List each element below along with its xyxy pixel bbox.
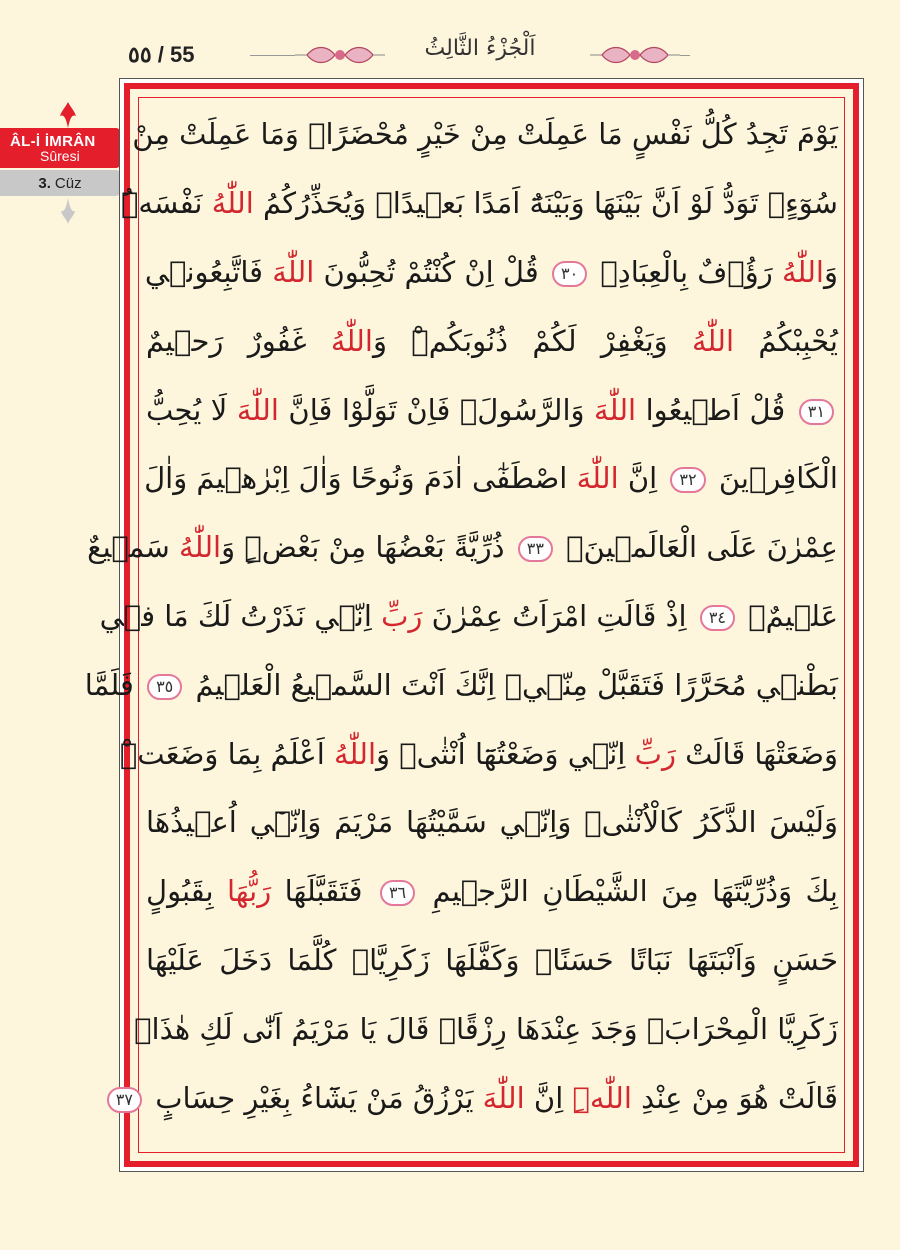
floral-ornament-icon — [295, 43, 385, 67]
verse-text: وَضَعَتْهَا قَالَتْ — [675, 736, 838, 771]
verse-text: رَؤُ۫فٌ بِالْعِبَادِ۟ — [591, 254, 782, 289]
divine-name-text: اللّٰهُ — [179, 530, 222, 565]
text-line — [146, 788, 838, 857]
divine-name-text: اللّٰهِۜ — [572, 1080, 632, 1115]
sura-subtitle: Sûresi — [40, 148, 80, 164]
verse-text: بِكَ وَذُرِّيَّتَهَا مِنَ الشَّيْطَانِ الرَّج۪يمِ — [419, 874, 839, 909]
divine-name-text: اللّٰهَ — [236, 392, 279, 427]
text-line — [132, 100, 838, 169]
verse-text: اِنّ۪ي وَضَعْتُهَٓا اُنْثٰىۜ وَ — [376, 736, 635, 771]
divine-name-text: اللّٰهُ — [211, 186, 254, 221]
verse-text: حَسَنٍ وَاَنْبَتَهَا نَبَاتًا حَسَنًاۙ وَكَفَّلَهَا زَكَرِيَّاۜ كُلَّمَا دَخَلَ عَلَيْهَا — [146, 942, 838, 977]
fleur-ornament-icon — [60, 196, 76, 224]
sura-name-box — [0, 128, 120, 168]
divine-name-text: اللّٰهُ — [691, 323, 735, 358]
text-line-content — [146, 255, 838, 289]
verse-text: قُلْ اِنْ كُنْتُمْ تُحِبُّونَ — [314, 254, 548, 289]
verse-text: اَعْلَمُ بِمَا وَضَعَتْۜ — [119, 736, 334, 771]
page-header — [0, 0, 900, 80]
divine-name-text: اللّٰهَ — [272, 254, 315, 289]
divine-name-text: اللّٰهُ — [781, 254, 824, 289]
verse-text: نَفْسَهُۜ — [120, 186, 212, 221]
verse-text: الْكَافِر۪ينَ — [709, 461, 838, 496]
verse-text: فَاتَّبِعُون۪ي — [144, 254, 273, 289]
text-line — [99, 582, 838, 651]
header-rule-left — [250, 55, 295, 56]
text-line — [134, 994, 838, 1063]
verse-text: سَم۪يعٌ — [87, 530, 180, 565]
text-line — [120, 169, 838, 238]
text-block — [84, 100, 839, 1132]
text-line — [146, 375, 838, 444]
sura-badge — [0, 128, 120, 196]
verse-end-marker-icon: ٣٥ — [147, 674, 182, 700]
verse-text: اِذْ قَالَتِ امْرَاَتُ عِمْرٰنَ — [422, 598, 696, 633]
verse-text: بِقَبُولٍ — [146, 874, 227, 909]
text-line — [87, 513, 838, 582]
verse-text: فَلَمَّا — [84, 667, 144, 702]
verse-text: عِمْرٰنَ عَلَى الْعَالَم۪ينَۙ — [556, 530, 838, 565]
verse-text: وَ — [823, 254, 838, 289]
verse-text: اِنَّ — [524, 1080, 573, 1115]
verse-text: اِنّ۪ي نَذَرْتُ لَكَ مَا ف۪ي — [99, 598, 382, 633]
verse-text: اصْطَفٰٓى اٰدَمَ وَنُوحًا وَاٰلَ اِبْرٰه۪يمَ وَاٰلَ — [144, 461, 577, 496]
sura-name: ÂL-İ İMRÂN — [10, 133, 96, 150]
text-line — [146, 857, 838, 926]
text-line-content — [115, 1080, 838, 1115]
divine-name-text: رَبِّ — [381, 598, 423, 633]
verse-text: قُلْ اَط۪يعُوا — [636, 392, 795, 427]
divine-name-text: اللّٰهَ — [482, 1080, 525, 1115]
verse-end-marker-icon: ٣٣ — [518, 536, 553, 562]
text-line-content — [146, 874, 838, 908]
verse-text: فَتَقَبَّلَهَا — [271, 874, 376, 909]
verse-text: سُوٓءٍۚ تَوَدُّ لَوْ اَنَّ بَيْنَهَا وَبَيْنَهُٓ اَمَدًا بَع۪يدًاۜ وَيُحَذِّرُكُمُ — [253, 186, 838, 221]
verse-text: وَيَغْفِرْ لَكُمْ ذُنُوبَكُمْۜ وَ — [372, 323, 692, 358]
text-line-content — [99, 598, 838, 633]
verse-text: يَوْمَ تَجِدُ كُلُّ نَفْسٍ مَا عَمِلَتْ مِنْ خَيْرٍ مُحْضَرًاۚ وَمَا عَمِلَتْ مِنْ — [132, 117, 838, 152]
text-line-content — [87, 530, 838, 565]
verse-text: غَفُورٌ رَح۪يمٌ — [146, 323, 331, 358]
verse-text: يُحْبِبْكُمُ — [734, 323, 838, 358]
text-line-content — [146, 393, 838, 427]
text-line — [84, 650, 838, 719]
juz-box — [0, 170, 120, 196]
juz-label: Cüz — [54, 174, 82, 192]
text-line-content — [120, 186, 838, 221]
juz-number: 3. — [38, 174, 51, 192]
header-rule-right — [680, 55, 690, 56]
verse-text: وَالرَّسُولَۚ فَاِنْ تَوَلَّوْا فَاِنَّ — [278, 392, 595, 427]
divine-name-text: رَبُّهَا — [226, 874, 272, 909]
page-number: ٥٥ / 55 — [128, 42, 195, 67]
text-line — [146, 306, 838, 375]
text-line-content — [132, 117, 838, 152]
text-line-content — [146, 461, 838, 495]
text-line-content — [119, 736, 838, 771]
verse-end-marker-icon: ٣١ — [799, 399, 834, 425]
fleur-ornament-icon — [58, 102, 78, 130]
verse-end-marker-icon: ٣٠ — [552, 261, 587, 287]
verse-text: يَرْزُقُ مَنْ يَشَٓاءُ بِغَيْرِ حِسَابٍ — [145, 1080, 483, 1115]
text-line-content — [134, 1011, 838, 1046]
text-line — [115, 1063, 838, 1132]
verse-end-marker-icon: ٣٢ — [670, 467, 705, 493]
floral-ornament-icon — [590, 43, 680, 67]
divine-name-text: اللّٰهَ — [594, 392, 637, 427]
text-line — [146, 926, 838, 995]
verse-text: لَا يُحِبُّ — [146, 392, 237, 427]
divine-name-text: رَبِّ — [634, 736, 676, 771]
text-line-content — [84, 667, 838, 702]
verse-text: بَطْن۪ي مُحَرَّرًا فَتَقَبَّلْ مِنّ۪يۚ اِنَّكَ اَنْتَ السَّم۪يعُ الْعَل۪يمُ — [186, 667, 838, 702]
verse-text: عَل۪يمٌۚ — [739, 598, 838, 633]
divine-name-text: اللّٰهُ — [330, 323, 373, 358]
verse-end-marker-icon: ٣٤ — [700, 605, 735, 631]
text-line-content — [146, 943, 838, 977]
verse-text: قَالَتْ هُوَ مِنْ عِنْدِ — [631, 1080, 838, 1115]
divine-name-text: اللّٰهُ — [334, 736, 377, 771]
juz-title: اَلْجُزْءُ الثَّالِثُ — [424, 36, 536, 61]
text-line-content — [146, 324, 838, 358]
text-line — [146, 444, 838, 513]
divine-name-text: اللّٰهَ — [576, 461, 619, 496]
verse-end-marker-icon: ٣٧ — [107, 1087, 142, 1113]
verse-end-marker-icon: ٣٦ — [380, 880, 415, 906]
verse-text: وَلَيْسَ الذَّكَرُ كَالْاُنْثٰىۚ وَاِنّ۪ي سَمَّيْتُهَا مَرْيَمَ وَاِنّ۪ٓي اُع۪يذُهَا — [146, 805, 838, 840]
verse-text: زَكَرِيَّا الْمِحْرَابَۙ وَجَدَ عِنْدَهَا رِزْقًاۚ قَالَ يَا مَرْيَمُ اَنّٰى لَكِ هٰذَاۜ — [134, 1011, 838, 1046]
verse-text: اِنَّ — [618, 461, 667, 496]
text-line — [119, 719, 838, 788]
text-line-content — [146, 805, 838, 839]
verse-text: ذُرِّيَّةً بَعْضُهَا مِنْ بَعْضٍۜ وَ — [221, 530, 514, 565]
text-line — [146, 238, 838, 307]
